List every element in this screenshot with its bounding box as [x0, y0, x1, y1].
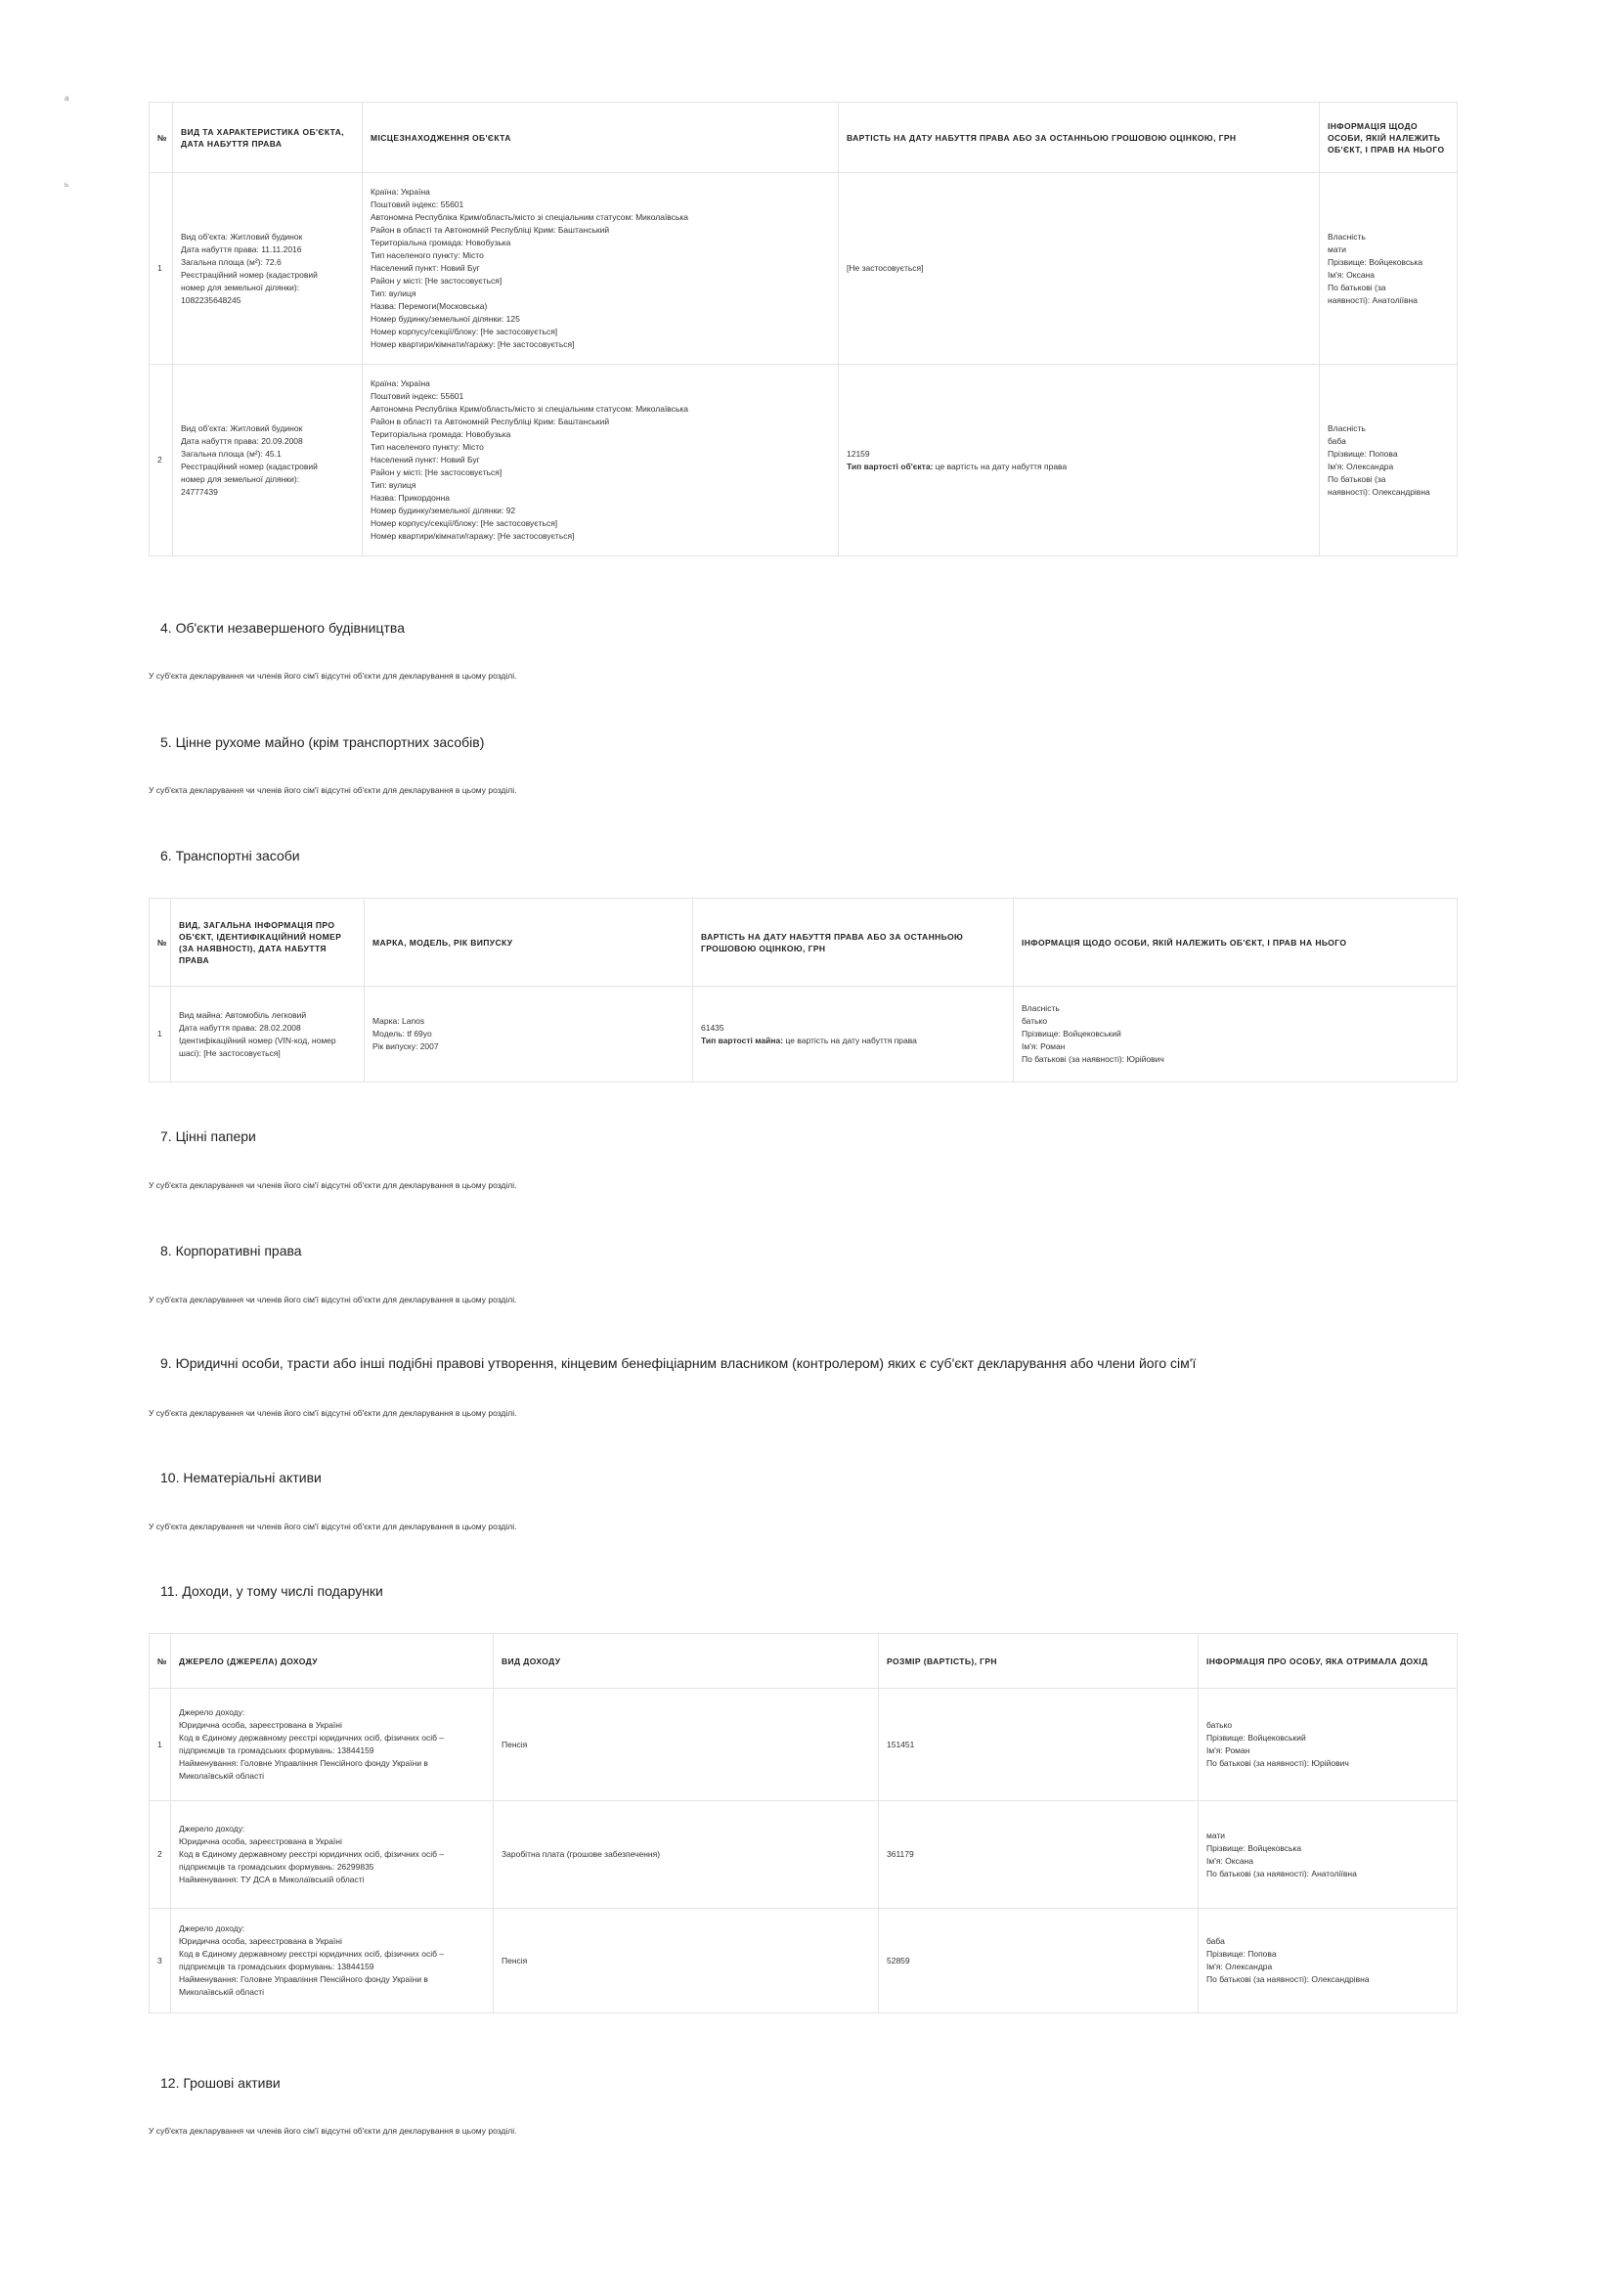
row-number: 1	[150, 1689, 171, 1801]
text-line: Загальна площа (м²): 72.6	[181, 256, 282, 267]
text-line: 24777439	[181, 486, 218, 497]
text-line: Найменування: Головне Управління Пенсійного фонду України в	[179, 1974, 428, 1984]
text-line: Миколаївській області	[179, 1987, 264, 1997]
real-estate-table	[149, 102, 1458, 556]
table-header-row	[150, 899, 1458, 987]
section-title: 5. Цінне рухоме майно (крім транспортних засобів)	[160, 734, 485, 750]
section-title: 7. Цінні папери	[160, 1128, 256, 1144]
row-number: 1	[150, 173, 173, 365]
text-line: Тип населеного пункту: Місто	[371, 250, 484, 260]
text-line: Номер квартири/кімнати/гаражу: [Не застосовується]	[371, 531, 575, 541]
text-line: Поштовий індекс: 55601	[371, 199, 464, 209]
recipient-cell	[1199, 1689, 1458, 1801]
text-line: Джерело доходу:	[179, 1923, 245, 1933]
text-line: Населений пункт: Новий Буг	[371, 263, 480, 273]
text-line: Номер будинку/земельної ділянки: 92	[371, 506, 516, 515]
text-line: Дата набуття права: 28.02.2008	[179, 1022, 301, 1033]
column-header: №	[150, 103, 173, 173]
vehicles-table	[149, 898, 1458, 1082]
table-row	[150, 1801, 1458, 1909]
vehicle-type-cell	[171, 987, 365, 1082]
row-number: 2	[150, 365, 173, 556]
text-line: Код в Єдиному державному реєстрі юридичних осіб, фізичних осіб –	[179, 1733, 445, 1743]
text-line: Джерело доходу:	[179, 1707, 245, 1717]
value-cell	[839, 365, 1320, 556]
value-type: Тип вартості майна: це вартість на дату набуття права	[701, 1035, 917, 1045]
income-source-cell	[171, 1801, 494, 1909]
income-source-cell	[171, 1689, 494, 1801]
column-header: ВИД ДОХОДУ	[494, 1634, 879, 1689]
text-line: Власність	[1328, 422, 1366, 433]
location-cell	[363, 173, 839, 365]
text-line: Вид майна: Автомобіль легковий	[179, 1009, 307, 1020]
text-line: баба	[1328, 435, 1346, 446]
text-line: 12159	[847, 448, 870, 459]
text-line: Дата набуття права: 11.11.2016	[181, 243, 302, 254]
text-line: Назва: Перемоги(Московська)	[371, 301, 488, 311]
text-line: підприємців та громадських формувань: 13844159	[179, 1962, 374, 1971]
text-line: Прізвище: Попова	[1206, 1949, 1277, 1959]
income-amount-cell: 151451	[879, 1689, 1199, 1801]
text-line: По батькові (за наявності): Юрійович	[1022, 1054, 1164, 1064]
text-line: Код в Єдиному державному реєстрі юридичних осіб, фізичних осіб –	[179, 1849, 445, 1859]
value-cell	[693, 987, 1014, 1082]
column-header: МАРКА, МОДЕЛЬ, РІК ВИПУСКУ	[365, 899, 693, 987]
text-line: Ім'я: Олександра	[1328, 461, 1394, 471]
text-line: Прізвище: Войцековський	[1206, 1733, 1306, 1743]
location-cell	[363, 365, 839, 556]
owner-cell	[1014, 987, 1458, 1082]
income-kind-cell: Пенсія	[494, 1909, 879, 2013]
recipient-cell	[1199, 1801, 1458, 1909]
text-line: Номер корпусу/секції/блоку: [Не застосовується]	[371, 518, 558, 528]
table-row	[150, 365, 1458, 556]
text-line: батько	[1022, 1016, 1048, 1026]
column-header: ІНФОРМАЦІЯ ЩОДО ОСОБИ, ЯКІЙ НАЛЕЖИТЬ ОБ'ЄКТ, І ПРАВ НА НЬОГО	[1014, 899, 1458, 987]
section-title: 10. Нематеріальні активи	[160, 1470, 322, 1485]
income-kind-cell: Пенсія	[494, 1689, 879, 1801]
section-title: 8. Корпоративні права	[160, 1243, 302, 1258]
text-line: Вид об'єкта: Житловий будинок	[181, 422, 303, 433]
text-line: Власність	[1328, 231, 1366, 242]
text-line: Загальна площа (м²): 45.1	[181, 448, 282, 459]
text-line: По батькові (за	[1328, 473, 1386, 484]
table-row	[150, 987, 1458, 1082]
text-line: Країна: Україна	[371, 378, 430, 388]
column-header: ІНФОРМАЦІЯ ПРО ОСОБУ, ЯКА ОТРИМАЛА ДОХІД	[1199, 1634, 1458, 1689]
table-row	[150, 1689, 1458, 1801]
text-line: Район в області та Автономній Республіці Крим: Баштанський	[371, 417, 610, 426]
table-header-row	[150, 103, 1458, 173]
text-line: Прізвище: Войцековська	[1206, 1842, 1302, 1853]
text-line: Номер корпусу/секції/блоку: [Не застосовується]	[371, 327, 558, 336]
income-kind-cell: Заробітна плата (грошове забезпечення)	[494, 1801, 879, 1909]
value-type: Тип вартості об'єкта: це вартість на дату набуття права	[847, 461, 1068, 471]
margin-mark: а	[65, 94, 69, 103]
text-line: Прізвище: Войцековська	[1328, 256, 1423, 267]
text-line: наявності): Олександрівна	[1328, 486, 1430, 497]
text-line: Тип населеного пункту: Місто	[371, 442, 484, 452]
text-line: Ім'я: Оксана	[1328, 269, 1375, 280]
value-type-label: Тип вартості майна:	[701, 1035, 784, 1045]
text-line: Ідентифікаційний номер (VIN-код, номер	[179, 1035, 336, 1045]
owner-cell	[1320, 365, 1458, 556]
text-line: Модель: tf 69yo	[372, 1029, 432, 1038]
column-header: ВАРТІСТЬ НА ДАТУ НАБУТТЯ ПРАВА АБО ЗА ОСТАННЬОЮ ГРОШОВОЮ ОЦІНКОЮ, ГРН	[693, 899, 1014, 987]
recipient-cell	[1199, 1909, 1458, 2013]
object-type-cell	[173, 365, 363, 556]
text-line: Марка: Lanos	[372, 1016, 425, 1026]
text-line: Район у місті: [Не застосовується]	[371, 276, 503, 286]
text-line: Власність	[1022, 1003, 1060, 1013]
text-line: Прізвище: Попова	[1328, 448, 1398, 459]
column-header: РОЗМІР (ВАРТІСТЬ), ГРН	[879, 1634, 1199, 1689]
text-line: наявності): Анатоліївна	[1328, 294, 1418, 305]
text-line: Ім'я: Олександра	[1206, 1962, 1273, 1971]
value-amount: 61435	[701, 1022, 724, 1033]
row-number: 3	[150, 1909, 171, 2013]
text-line: Район в області та Автономній Республіці Крим: Баштанський	[371, 225, 610, 235]
empty-section-note: У суб'єкта декларування чи членів його сім'ї відсутні об'єкти для декларування в цьому розділі.	[149, 1408, 517, 1418]
table-row	[150, 173, 1458, 365]
column-header: №	[150, 1634, 171, 1689]
text-line: Назва: Прикордонна	[371, 493, 450, 503]
text-line: Найменування: ТУ ДСА в Миколаївській області	[179, 1875, 365, 1884]
column-header: МІСЦЕЗНАХОДЖЕННЯ ОБ'ЄКТА	[363, 103, 839, 173]
table-header-row	[150, 1634, 1458, 1689]
empty-section-note: У суб'єкта декларування чи членів його сім'ї відсутні об'єкти для декларування в цьому розділі.	[149, 671, 517, 681]
text-line: підприємців та громадських формувань: 26299835	[179, 1862, 374, 1872]
income-amount-cell: 361179	[879, 1801, 1199, 1909]
column-header: ВАРТІСТЬ НА ДАТУ НАБУТТЯ ПРАВА АБО ЗА ОСТАННЬОЮ ГРОШОВОЮ ОЦІНКОЮ, ГРН	[839, 103, 1320, 173]
column-header: ІНФОРМАЦІЯ ЩОДО ОСОБИ, ЯКІЙ НАЛЕЖИТЬ ОБ'ЄКТ, І ПРАВ НА НЬОГО	[1320, 103, 1458, 173]
text-line: Джерело доходу:	[179, 1824, 245, 1833]
column-header: ВИД ТА ХАРАКТЕРИСТИКА ОБ'ЄКТА, ДАТА НАБУТТЯ ПРАВА	[173, 103, 363, 173]
empty-section-note: У суб'єкта декларування чи членів його сім'ї відсутні об'єкти для декларування в цьому розділі.	[149, 1180, 517, 1190]
text-line: Номер будинку/земельної ділянки: 125	[371, 314, 520, 324]
object-type-cell	[173, 173, 363, 365]
text-line: Код в Єдиному державному реєстрі юридичних осіб, фізичних осіб –	[179, 1949, 445, 1959]
vehicle-model-cell	[365, 987, 693, 1082]
income-amount-cell: 52859	[879, 1909, 1199, 2013]
text-line: шасі): [Не застосовується]	[179, 1047, 281, 1058]
margin-mark: ь	[65, 180, 69, 189]
text-line: баба	[1206, 1936, 1225, 1946]
text-line: По батькові (за наявності): Анатоліївна	[1206, 1868, 1357, 1878]
row-number: 1	[150, 987, 171, 1082]
text-line: Дата набуття права: 20.09.2008	[181, 435, 303, 446]
owner-cell	[1320, 173, 1458, 365]
text-line: 1082235648245	[181, 294, 241, 305]
text-line: По батькові (за наявності): Юрійович	[1206, 1758, 1349, 1768]
text-line: Ім'я: Роман	[1022, 1041, 1066, 1051]
empty-section-note: У суб'єкта декларування чи членів його сім'ї відсутні об'єкти для декларування в цьому розділі.	[149, 2126, 517, 2136]
section-title: 6. Транспортні засоби	[160, 848, 300, 863]
text-line: Район у місті: [Не застосовується]	[371, 467, 503, 477]
text-line: Територіальна громада: Новобузька	[371, 429, 511, 439]
text-line: Прізвище: Войцековський	[1022, 1029, 1121, 1038]
text-line: Ім'я: Оксана	[1206, 1855, 1253, 1866]
text-line: Юридична особа, зареєстрована в Україні	[179, 1720, 342, 1730]
text-line: Номер квартири/кімнати/гаражу: [Не застосовується]	[371, 339, 575, 349]
text-line: Вид об'єкта: Житловий будинок	[181, 231, 303, 242]
text-line: Реєстраційний номер (кадастровий	[181, 269, 318, 280]
text-line: Поштовий індекс: 55601	[371, 391, 464, 401]
text-line: Країна: Україна	[371, 187, 430, 197]
section-title: 11. Доходи, у тому числі подарунки	[160, 1583, 383, 1599]
row-number: 2	[150, 1801, 171, 1909]
text-line: Тип: вулиця	[371, 480, 416, 490]
column-header: ВИД, ЗАГАЛЬНА ІНФОРМАЦІЯ ПРО ОБ'ЄКТ, ІДЕНТИФІКАЦІЙНИЙ НОМЕР (ЗА НАЯВНОСТІ), ДАТА НАБУТТЯ ПРАВА	[171, 899, 365, 987]
text-line: Реєстраційний номер (кадастровий	[181, 461, 318, 471]
text-line: мати	[1206, 1830, 1226, 1840]
text-line: Рік випуску: 2007	[372, 1041, 439, 1051]
empty-section-note: У суб'єкта декларування чи членів його сім'ї відсутні об'єкти для декларування в цьому розділі.	[149, 785, 517, 795]
income-table	[149, 1633, 1458, 2013]
text-line: По батькові (за наявності): Олександрівна	[1206, 1974, 1370, 1984]
income-source-cell	[171, 1909, 494, 2013]
text-line: номер для земельної ділянки):	[181, 473, 300, 484]
text-line: Населений пункт: Новий Буг	[371, 455, 480, 464]
column-header: ДЖЕРЕЛО (ДЖЕРЕЛА) ДОХОДУ	[171, 1634, 494, 1689]
text-line: Автономна Республіка Крим/область/місто зі спеціальним статусом: Миколаївська	[371, 404, 689, 414]
text-line: Юридична особа, зареєстрована в Україні	[179, 1936, 342, 1946]
text-line: [Не застосовується]	[847, 263, 924, 273]
section-title: 12. Грошові активи	[160, 2075, 281, 2091]
empty-section-note: У суб'єкта декларування чи членів його сім'ї відсутні об'єкти для декларування в цьому розділі.	[149, 1522, 517, 1531]
column-header: №	[150, 899, 171, 987]
value-cell	[839, 173, 1320, 365]
table-row	[150, 1909, 1458, 2013]
text-line: батько	[1206, 1720, 1233, 1730]
text-line: Ім'я: Роман	[1206, 1745, 1250, 1755]
text-line: По батькові (за	[1328, 282, 1386, 292]
text-line: Автономна Республіка Крим/область/місто зі спеціальним статусом: Миколаївська	[371, 212, 689, 222]
text-line: Територіальна громада: Новобузька	[371, 238, 511, 247]
text-line: Миколаївській області	[179, 1771, 264, 1781]
text-line: номер для земельної ділянки):	[181, 282, 300, 292]
empty-section-note: У суб'єкта декларування чи членів його сім'ї відсутні об'єкти для декларування в цьому розділі.	[149, 1295, 517, 1304]
section-title: 4. Об'єкти незавершеного будівництва	[160, 620, 405, 636]
text-line: Тип: вулиця	[371, 288, 416, 298]
value-type-label: Тип вартості об'єкта:	[847, 461, 934, 471]
text-line: Найменування: Головне Управління Пенсійного фонду України в	[179, 1758, 428, 1768]
text-line: мати	[1328, 243, 1347, 254]
text-line: Юридична особа, зареєстрована в Україні	[179, 1836, 342, 1846]
section-title: 9. Юридичні особи, трасти або інші подібні правові утворення, кінцевим бенефіціарним власником (контролером) яких є суб'єкт декларування або члени його сім'ї	[160, 1355, 1197, 1371]
text-line: підприємців та громадських формувань: 13844159	[179, 1745, 374, 1755]
